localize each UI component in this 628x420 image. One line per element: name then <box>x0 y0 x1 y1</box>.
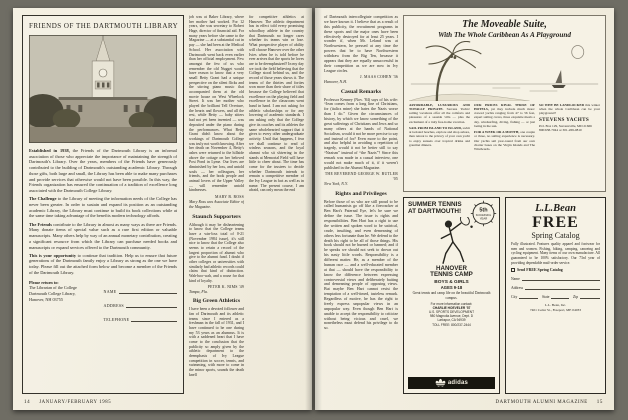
advertisement-area <box>403 15 606 394</box>
address-field <box>104 303 177 308</box>
paragraph-text: contribute to the Library in almost as many ways as there are Friends. Many donate items of special value such as a rare first edition or valuable manuscripts. Many others help by way of an annual monetary contribution, creating a significant resource from which the Library can purchase needed books and manuscripts or expand services offered to the Dartmouth community. <box>29 221 177 250</box>
ad-paragraph <box>474 130 535 151</box>
ad-copy-column <box>409 103 470 154</box>
letter-text: job was at Baker Library, where her mother had worked. For 12 years, she was secretary to Robert Hage, director of financial aid. For many years before she came to the Magazine — at a substantial cut in pay — she had been at the Medical School. Her association with Dartmouth went back even earlier than her official employment. Few amongst the few of us who remember the old Nugget would have reason to know that a very small Betty Grant had a unique perspective on the silent flicks and the stirring piano music that accompanied them at the old movie house on West Wheelock Street. It was her mother who played the brilliant Tell Overture, the hearts and flowers, and all the rest, while Betty — baby sitters had not yet been invented — was deposited under the piano during the performances. What Betty Grant didn't know about the workings of Dartmouth College was truly not worth knowing. After her death on November 4, Betty's ashes were returned to the hillside above the cottage on her beloved Post Pond in Lyme. Our lives are diminished by her loss, and untold souls — her colleagues, her friends, and the book people and animal lovers of the Upper Valley — will remember untold kindnesses. <box>189 15 244 193</box>
adidas-trefoil-icon <box>435 378 446 388</box>
letter-text: of Dartmouth intercollegiate competition as we have known it. I believe that as a result of this publicity, the recruitment programs in these sports and the major ones have been effectively destroyed for at least 25 years. I wonder if, when Mr. Leland was at Northwestern, he pressed at any time the powers that be to have Northwestern withdraw from the Big Ten, because it appears that they are equally unsuccessful in their competition as we are now in Ivy League circles. <box>324 15 398 73</box>
camp-blurb: Great tennis and camp life on the beautiful Dartmouth campus. <box>412 291 491 300</box>
contact-address: 980 Magnolia Avenue, Dept. D <box>429 314 474 319</box>
catalog-headline: Spring Catalog <box>531 231 580 240</box>
ad-headline-line: AT DARTMOUTH! <box>408 207 462 215</box>
letter-heading: Rights and Privileges <box>335 190 387 197</box>
palm-beach-illustration <box>409 41 600 101</box>
field-blank-line <box>551 295 569 299</box>
advertiser-address <box>511 303 600 312</box>
contact-phone: TOLL FREE: 800/237-2444 <box>432 322 471 327</box>
feature-paragraph <box>29 196 177 219</box>
right-page <box>315 8 614 410</box>
baker-library-photo <box>29 35 177 143</box>
paragraph-text: the Friends of the Dartmouth Library is an informal association of those who appreciate the importance of maintaining the strength of Dartmouth's Library. Over the years, members of the Friends have generously contributed to the building of Dartmouth's outstanding academic Library. Through those gifts, both large and small, the Library has been able to make many purchases and provide services that otherwise would not have been possible. In this way, the Friends organization has ensured the continuation of a tradition of excellence long associated with the Dartmouth College Library. <box>29 148 177 194</box>
ad-copy-column <box>539 103 600 154</box>
field-label: City <box>511 295 518 300</box>
letter-text: Before those of us who are still proud to be called humanists go off like a firecracker at Ben Hart's Paternal Eye, let's be sure we define the issue. The issue is rights and responsibilities. Ben Hart has a right to use the written and spoken word to be satirical, crude, insulting, and even demeaning of others less fortunate than he. We defend to the death his right to be all of those things. His book should not be burned or banned; and if he speaks we should not seek to drown out his nasty little words. Responsibility is a different matter. He, as a member of the human race — and a well-educated member at that — should have the responsibility to know the difference between expressing controversial views and deliberately baiting and demeaning people of opposing views. But maybe Ben Hart cannot resist the temptation of a well-timed, tasteless remark. Regardless of motive, he has the right to freely express unpopular views in an unpopular way. Even though Ben Hart is unable to accept the responsibility to criticize without being vicious and cruel, we nonetheless must defend his privilege to do so. <box>324 198 398 331</box>
field-blank-line <box>119 290 177 294</box>
contact-city: Larkspur, CA 94939 <box>437 318 466 323</box>
right-folio <box>496 400 603 405</box>
ad-paragraph-text: yet they include much more: crewed yachts ranging from 47 to 56 feet, expert sailing crews, three exquisite meals a day, windsurfing, diving, fishing — or just lazing in the sun. <box>474 106 535 128</box>
letter-place: Hanover, N.H. <box>324 78 348 84</box>
adidas-logo <box>408 377 495 389</box>
adidas-wordmark: adidas <box>447 380 469 386</box>
ad-paragraph <box>409 103 470 124</box>
field-blank-line <box>522 277 600 281</box>
letter-signature: THE REVEREND GEORGE W. BUTLER '05 <box>324 172 398 181</box>
camp-contact <box>408 302 495 327</box>
letter-text: Although it may be disheartening to know that the College teams have a win-loss total of 0-21 (November 1984 issue), it's still nice to know that the College also seems to retain a record of the largest proportion of alumni who give to the alumni fund. I doubt if other colleges or universities with similarly bad athletic records could claim that kind of distinction. Wah-hoo-wah, and a rouse for that kind of loyalty. <box>189 222 244 283</box>
badge-text: YEAR <box>479 216 488 221</box>
ad-paragraph-lead: SO WHY BE LANDLOCKED <box>539 102 585 107</box>
paragraph-lead: This is your opportunity <box>29 252 77 258</box>
letters-column-2 <box>249 15 304 394</box>
ad-paragraph-text: Stevens Yachts' sailing vacations offer all the comforts and pleasures of a seaside villa — plus the excitement of a truly free-home vacation. <box>409 106 471 124</box>
field-label: TELEPHONE <box>103 316 130 322</box>
camp-name-line: TENNIS CAMP <box>430 271 473 279</box>
ad-paragraph-lead: AFFORDABLE, LUXURIOUS AND TOTALLY PRIVATE. <box>409 102 470 111</box>
paragraph-text: to the Library of meeting the information needs of the College has never been greater. In order to sustain and expand its position as an outstanding academic Library, the Library must continue to build its book collections while at the same time taking advantage of the benefits modern technology affords. <box>29 196 177 219</box>
ad-paragraph <box>539 103 600 116</box>
ad-paragraph-text: this winter when the whole Caribbean can be your playground? <box>539 102 600 115</box>
letter-text: for competitive athletics at Hanover. The athletic department has in effect told every promising schoolboy athlete in the country that Dartmouth no longer cares whether its teams win or lose. What prospective player of ability will choose Hanover over the other Ivies when he is told before he ever arrives that the sports he loves are to be deemphasized? In my day we took the field believing that the College stood behind us, and the record of those years shows it. The teams of the thirties and forties won more than their share of titles because the College believed that excellence on the playing field and excellence in the classroom went hand in hand. I am not asking for athletic scholarships or for any lowering of academic standards. I am asking only that the College give its coaches and its athletes the same wholehearted support that it gives to every other undergraduate activity. Until that happens, I fear we shall continue to read of winless seasons, and the loyal alumni who sit shivering in the stands at Memorial Field will have little to cheer about. The time has come for the trustees to decide whether Dartmouth intends to remain a competitive member of the Ivy League in fact as well as in name. The present course, I am afraid, can only mean the end <box>249 15 304 193</box>
letter-place: New York, N.Y. <box>324 180 348 186</box>
letters-column-1 <box>189 15 244 394</box>
llbean-ad <box>505 197 606 394</box>
letter-signature: J. MAAS COHEN '36 <box>359 75 398 79</box>
camp-audience: BOYS & GIRLS <box>434 279 469 285</box>
ad-paragraph-text: one couple or three, no sailing experience is necessary. Our yachts sail year-round from our own charter bases on the Virgin Islands and The Windwards. <box>474 130 535 151</box>
checkbox <box>511 268 515 272</box>
left-page-number: 14 <box>24 400 31 405</box>
name-field <box>511 277 600 281</box>
badge-text: SUCCESSFUL <box>475 215 492 217</box>
paragraph-lead: Established in 1938, <box>29 148 70 153</box>
zip-field <box>573 295 600 299</box>
letter-place: Tampa, Fla. <box>189 289 208 294</box>
advertiser-address: P.O. Box 129, Stevensville, MD 21666 <box>539 123 592 128</box>
ad-copy-column <box>474 103 535 154</box>
advertiser-name: L.L. Bean, Inc. <box>544 303 567 308</box>
return-address <box>29 280 99 322</box>
starburst-badge <box>470 200 497 227</box>
ad-paragraph-lead: FOR A WEEK OR A MONTH, <box>474 130 520 134</box>
state-field <box>542 295 569 299</box>
letter-heading: Staunch Supporters <box>192 213 241 220</box>
field-label: State <box>542 295 550 300</box>
editor-note: Mary Ross was Associate Editor of the Magazine. <box>189 200 244 209</box>
ad-body-text: Fully illustrated. Features quality apparel and footwear for men and women. Fishing, hiking, camping, canoeing and cycling equipment. Many items of our own manufacture. All guaranteed to be 100% satisfactory. Our 73rd year of providing dependable mail-order service. <box>511 242 600 265</box>
return-label: Please return to: <box>29 279 59 285</box>
return-address-line: The Librarian of the College <box>29 285 77 291</box>
field-label: Address <box>511 286 524 291</box>
feature-title: FRIENDS OF THE DARTMOUTH LIBRARY <box>29 22 179 30</box>
membership-form <box>29 280 177 322</box>
offer-label: Send FREE Spring Catalog <box>517 268 563 273</box>
field-label: Name <box>511 277 520 282</box>
paragraph-lead: The Friends <box>29 221 52 227</box>
stevens-yachts-ad <box>403 15 606 192</box>
letters-column-3 <box>324 15 398 394</box>
camp-name-line: HANOVER <box>436 264 467 272</box>
return-address-line: Dartmouth College Library, <box>29 291 76 297</box>
ad-headline-line: SUMMER TENNIS <box>408 201 462 208</box>
feature-paragraph <box>29 222 177 251</box>
letter-heading: Big Green Athletics <box>192 298 241 305</box>
magazine-name: DARTMOUTH ALUMNI MAGAZINE <box>495 400 588 405</box>
advertiser-street: 7401 Cedar St., Freeport, ME 04033 <box>529 307 582 312</box>
paragraph-lead: The Challenge <box>29 196 57 202</box>
ad-subheadline: With The Whole Caribbean As A Playground <box>438 30 571 39</box>
issue-date: JANUARY/FEBRUARY 1985 <box>39 400 112 405</box>
city-field <box>511 295 538 299</box>
advertiser-name: STEVENS YACHTS <box>539 117 590 124</box>
field-blank-line <box>126 304 177 308</box>
field-blank-line <box>131 318 177 322</box>
left-folio <box>24 400 111 405</box>
letter-text: I have been a devoted follower and fan of Dartmouth and its athletic teams since I entered as a freshman in the fall of 1931, and I have continued to be one during my 53 years as an alumnus. It is with a saddened heart that I have come to the conclusion that the publicity so amply given by the athletic department to the deemphasis of Ivy League competition in soccer, tennis, and swimming, with more to come in the minor sports, sounds the death knell <box>189 307 244 377</box>
letter-heading: Casual Remarks <box>340 88 382 95</box>
ad-headline <box>408 202 469 216</box>
letter-signature: PETER K. NIMS '49 <box>207 284 244 289</box>
name-field <box>104 289 177 294</box>
field-label: ADDRESS <box>103 302 124 308</box>
return-address-line: Hanover, NH 03755 <box>29 297 63 303</box>
tennis-player-illustration <box>428 217 476 265</box>
telephone-field <box>104 317 177 322</box>
field-blank-line <box>580 295 600 299</box>
catalog-offer-row <box>511 268 600 272</box>
field-label: Zip <box>573 295 579 300</box>
ad-paragraph-lead: OUR PRICES RIVAL THOSE OF HOTELS, <box>474 102 535 111</box>
ad-paragraph-text: swim at isolated beaches, explore and shop ashore, then retreat to the privacy of your own yacht to enjoy sunsets over tropical drinks and gourmet dinners. <box>409 125 470 147</box>
ad-headline: The Moveable Suite, <box>462 19 547 30</box>
contact-org: U.S. SPORTS DEVELOPMENT <box>428 310 475 315</box>
llbean-logo: L.L.Bean <box>535 203 576 214</box>
friends-of-library-box <box>22 15 184 394</box>
letter-text: Professor Kenney (Nov. '84) says of his wife: “Jean comes from a long line of Christians, for (italics mine) she hates the Nazis worse than I do.” Given the circumstances of history, by which we know something of the great sufferings of Christians and Jews and so many others at the hands of National Socialism, would it not be more precise to say and instead of for? Even more to the point, and also helpful in avoiding a repetition of tragedy, would it not be better still to say “Nazism” instead of “the Nazis”? Since this remark was made in a casual interview, one would not make much of it, if it weren't published in the Alumni Magazine. <box>324 96 398 170</box>
ad-paragraph <box>474 103 535 129</box>
camp-ages: AGES 9-18 <box>440 284 463 290</box>
ad-paragraph-lead: SAIL FROM ISLAND TO ISLAND, <box>409 125 462 130</box>
feature-paragraph <box>29 253 177 276</box>
left-page <box>13 8 312 410</box>
camp-name <box>408 266 495 279</box>
badge-text: 5th <box>479 207 488 214</box>
advertiser-phone: 800/638-7044 or 301-269-0810 <box>539 128 582 133</box>
tennis-camp-ad <box>403 197 500 394</box>
form-fields <box>104 280 177 322</box>
paragraph-text: to continue that tradition. Help us to ensure that future generations of the Dartmouth family enjoy a Library as strong as the one we have today. Please fill out the attached form below and become a member of the Friends of the Dartmouth Library. <box>29 252 177 275</box>
field-label: NAME <box>103 288 117 294</box>
letter-signature: MARY B. ROSS <box>215 194 244 199</box>
contact-lead: For more information contact: <box>430 301 473 306</box>
free-headline: FREE <box>532 214 579 231</box>
contact-name: CHARLIE HOEVELER '57 <box>432 305 471 310</box>
ad-paragraph <box>409 126 470 147</box>
right-page-number: 15 <box>596 400 603 405</box>
feature-paragraph <box>29 148 177 194</box>
field-blank-line <box>519 295 538 299</box>
